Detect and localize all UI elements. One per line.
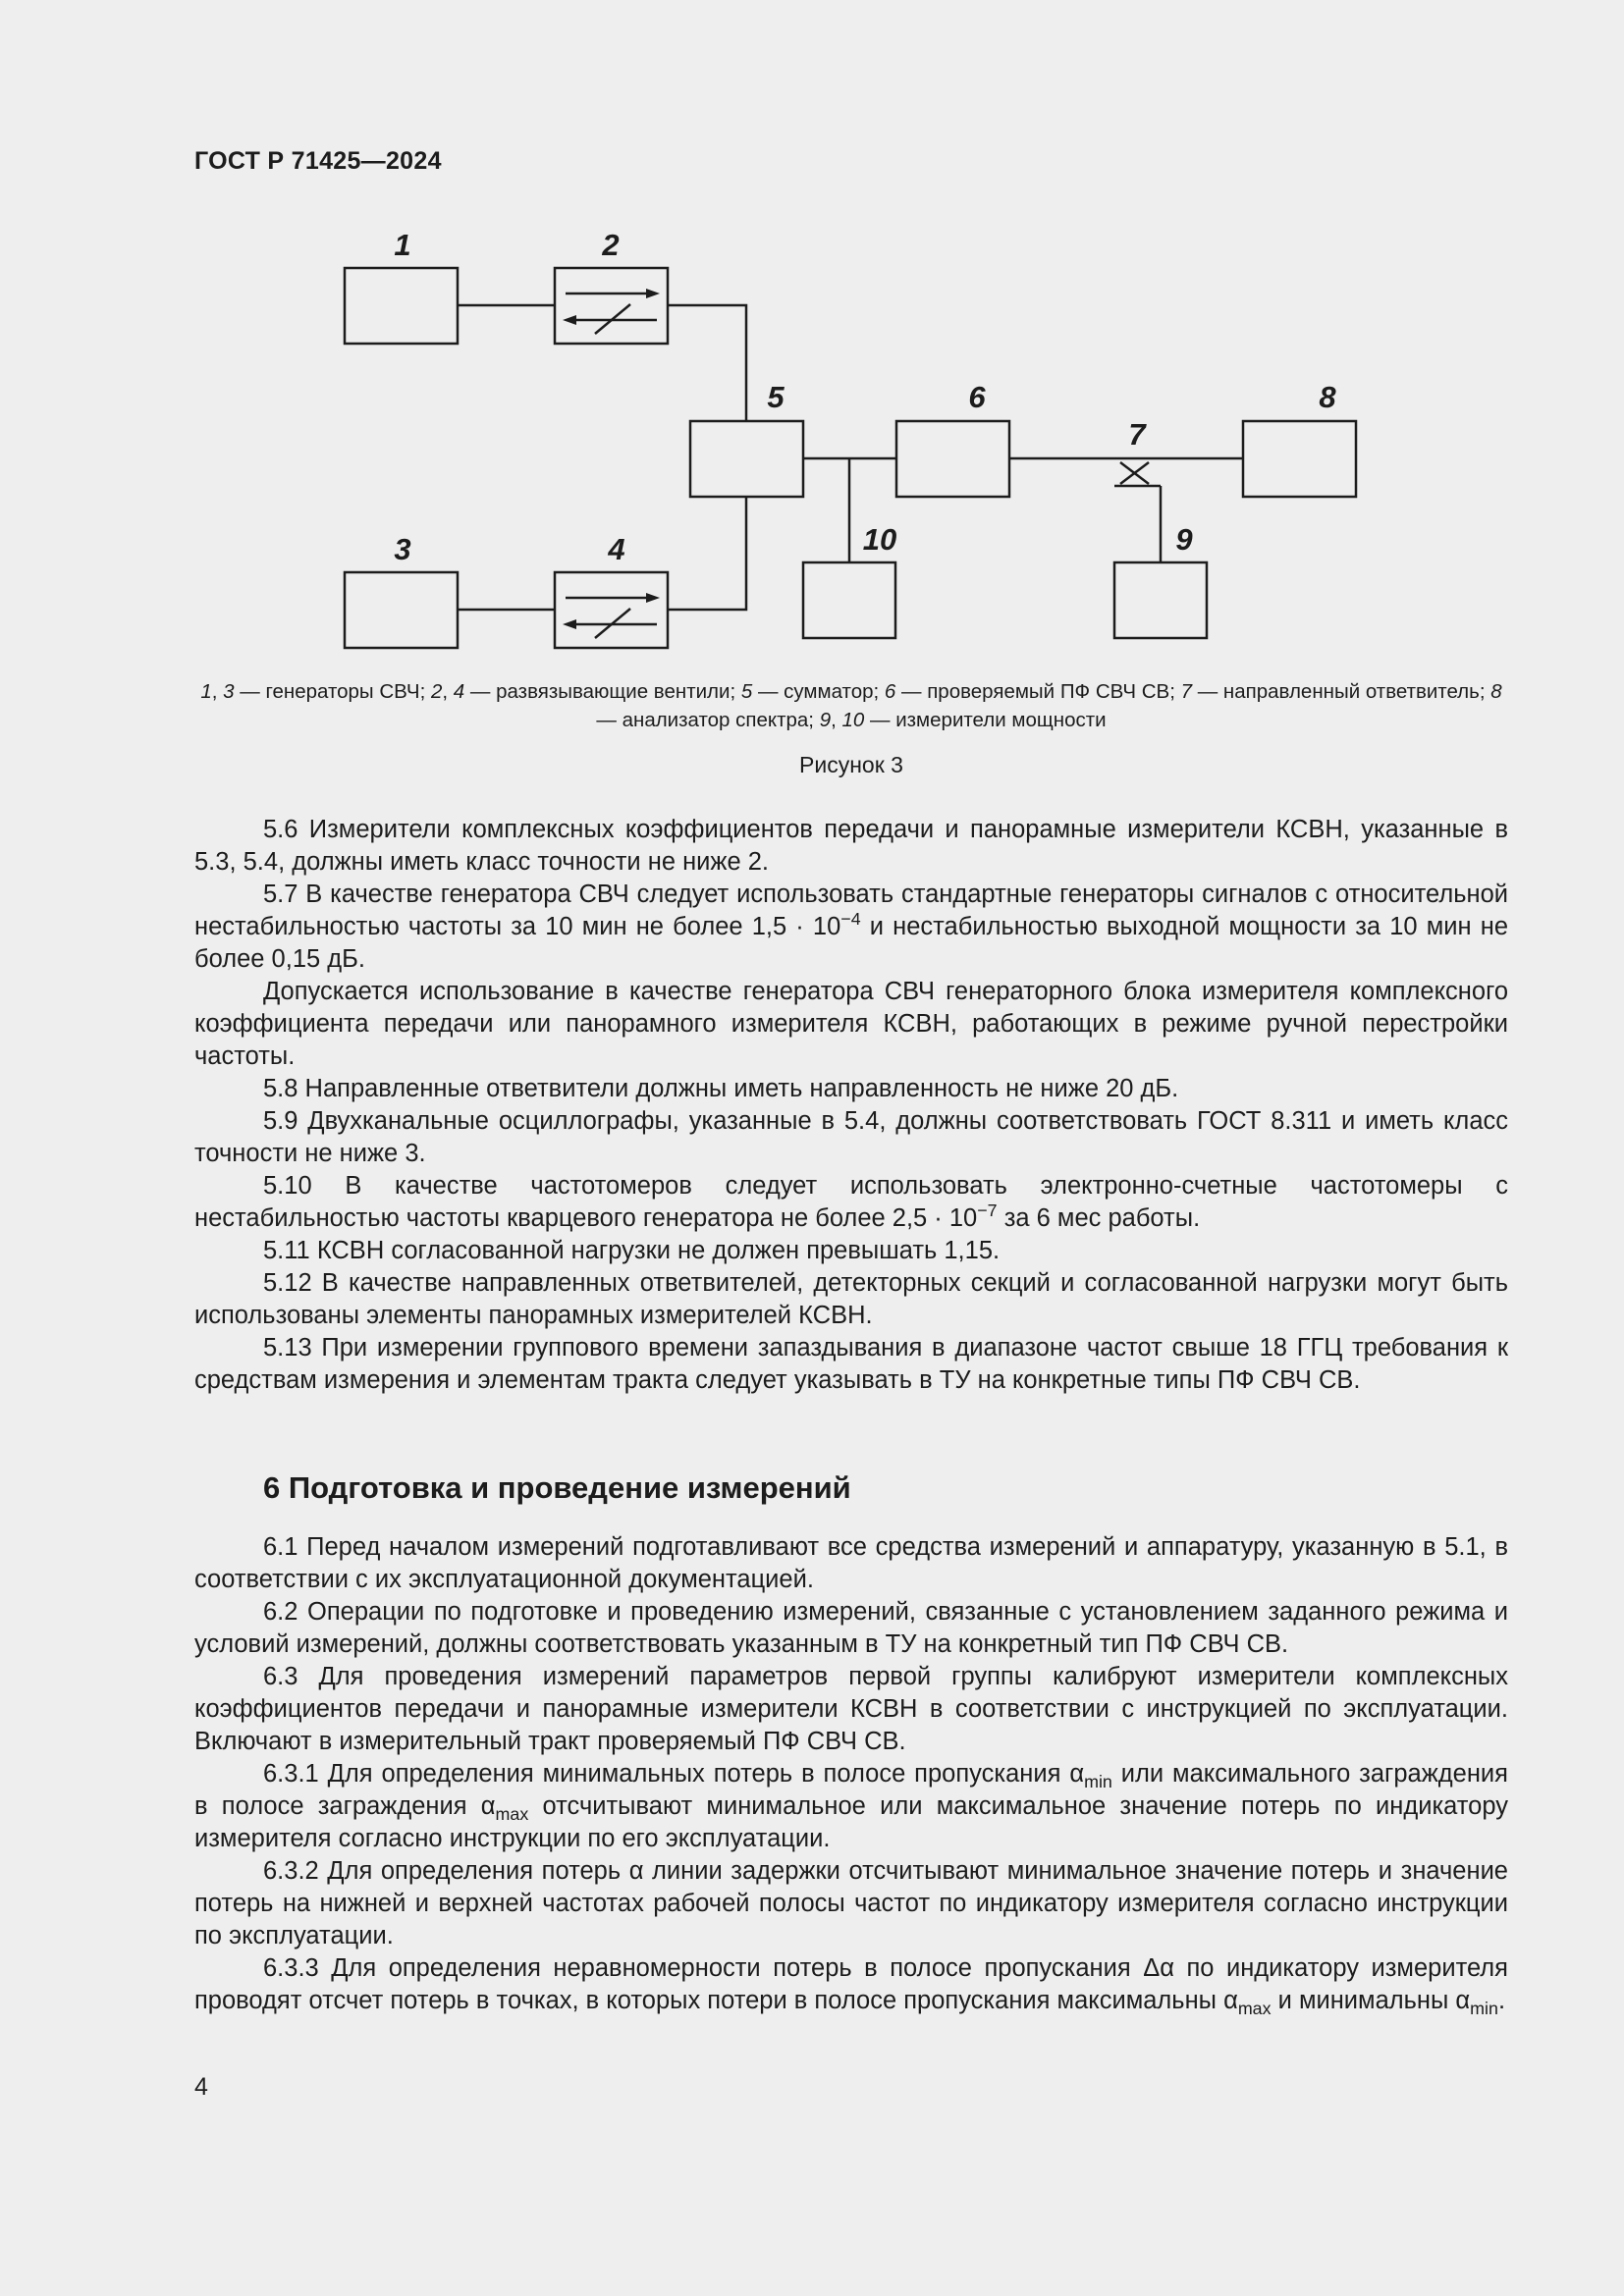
paragraph-6-3-3: 6.3.3 Для определения неравномерности потерь в полосе пропускания Δα по индикатору измерителя проводят отсчет потерь в точках, в которых потери в полосе пропускания максимальны $\alpha_{max}$ и минимальны $\alpha_{min}$.	[194, 1954, 1508, 2019]
connection-lines	[458, 305, 1243, 610]
paragraph-6-3-2: 6.3.2 Для определения потерь α линии задержки отсчитывают минимальное значение потерь и значение потерь на нижней и верхней частотах рабочей полосы частот по индикатору измерителя согласно инструкции по эксплуатации.	[194, 1857, 1508, 1949]
label-8: 8	[1319, 380, 1336, 414]
paragraph-6-1: 6.1 Перед началом измерений подготавливают все средства измерений и аппаратуру, указанную в 5.1, в соответствии с их эксплуатационной документацией.	[194, 1533, 1508, 1593]
block-diagram	[0, 0, 1624, 667]
label-6: 6	[968, 380, 986, 414]
label-2: 2	[602, 228, 620, 262]
isolator-symbol-4	[566, 598, 657, 638]
paragraph-6-2: 6.2 Операции по подготовке и проведению измерений, связанные с установлением заданного режима и условий измерений, должны соответствовать указанным в ТУ на конкретный тип ПФ СВЧ СВ.	[194, 1598, 1508, 1658]
block-1-generator	[345, 268, 458, 344]
block-10-power-meter	[803, 562, 895, 638]
block-3-generator	[345, 572, 458, 648]
paragraph-5-6: 5.6 Измерители комплексных коэффициентов передачи и панорамные измерители КСВН, указанные в 5.3, 5.4, должны иметь класс точности не ниже 2.	[194, 816, 1508, 876]
section-5-paragraphs	[194, 814, 1508, 1397]
label-1: 1	[394, 228, 411, 262]
directional-coupler-symbol	[1120, 462, 1149, 484]
label-7: 7	[1128, 417, 1146, 452]
paragraph-6-3-1: 6.3.1 Для определения минимальных потерь в полосе пропускания $\alpha_{min}$ или максимального заграждения в полосе заграждения $\alpha_{max}$ отсчитывают минимальное или максимальное значение потерь по индикатору измерителя согласно инструкции по его эксплуатации.	[194, 1760, 1508, 1852]
paragraph-5-13: 5.13 При измерении группового времени запаздывания в диапазоне частот свыше 18 ГГЦ требования к средствам измерения и элементам тракта следует указывать в ТУ на конкретные типы ПФ СВЧ СВ.	[194, 1334, 1508, 1394]
label-4: 4	[608, 532, 625, 566]
isolator-symbol-2	[566, 294, 657, 334]
block-6-filter	[896, 421, 1009, 497]
paragraph-6-3: 6.3 Для проведения измерений параметров первой группы калибруют измерители комплексных коэффициентов передачи и панорамные измерители КСВН в соответствии с инструкцией по эксплуатации. Включают в измерительный тракт проверяемый ПФ СВЧ СВ.	[194, 1663, 1508, 1755]
label-9: 9	[1175, 522, 1193, 557]
block-9-power-meter	[1114, 562, 1207, 638]
paragraph-5-10: 5.10 В качестве частотомеров следует использовать электронно-счетные частотомеры с нестабильностью частоты кварцевого генератора не более $2,5 \cdot 10^{-7}$ за 6 мес работы.	[194, 1172, 1508, 1232]
paragraph-5-11: 5.11 КСВН согласованной нагрузки не должен превышать 1,15.	[263, 1237, 1001, 1264]
block-8-spectrum-analyzer	[1243, 421, 1356, 497]
page-number: 4	[194, 2073, 208, 2101]
block-5-combiner	[690, 421, 803, 497]
block-2-isolator	[555, 268, 668, 344]
figure-caption: 1, 3 — генераторы СВЧ; 2, 4 — развязывающие вентили; 5 — сумматор; 6 — проверяемый ПФ СВЧ СВ; 7 — направленный ответвитель; 8 — анализатор спектра; 9, 10 — измерители мощности	[200, 680, 1502, 731]
paragraph-5-9: 5.9 Двухканальные осциллографы, указанные в 5.4, должны соответствовать ГОСТ 8.311 и иметь класс точности не ниже 3.	[194, 1107, 1508, 1167]
paragraph-5-12: 5.12 В качестве направленных ответвителей, детекторных секций и согласованной нагрузки могут быть использованы элементы панорамных измерителей КСВН.	[194, 1269, 1508, 1329]
paragraph-5-7: 5.7 В качестве генератора СВЧ следует использовать стандартные генераторы сигналов с относительной нестабильностью частоты за 10 мин не более $1,5 \cdot 10^{-4}$ и нестабильностью выходной мощности за 10 мин не более 0,15 дБ.	[194, 881, 1508, 973]
figure-title: Рисунок 3	[799, 752, 903, 777]
section-6-heading: 6 Подготовка и проведение измерений	[263, 1470, 851, 1505]
label-3: 3	[394, 532, 411, 566]
paragraph-5-7-note: Допускается использование в качестве генератора СВЧ генераторного блока измерителя комплексного коэффициента передачи или панорамного измерителя КСВН, работающих в режиме ручной перестройки частоты.	[194, 978, 1508, 1070]
paragraph-5-8: 5.8 Направленные ответвители должны иметь направленность не ниже 20 дБ.	[263, 1075, 1179, 1102]
label-5: 5	[767, 380, 785, 414]
section-6-paragraphs	[194, 1531, 1508, 2017]
label-10: 10	[862, 522, 897, 557]
document-header: ГОСТ Р 71425—2024	[194, 147, 442, 175]
block-4-isolator	[555, 572, 668, 648]
